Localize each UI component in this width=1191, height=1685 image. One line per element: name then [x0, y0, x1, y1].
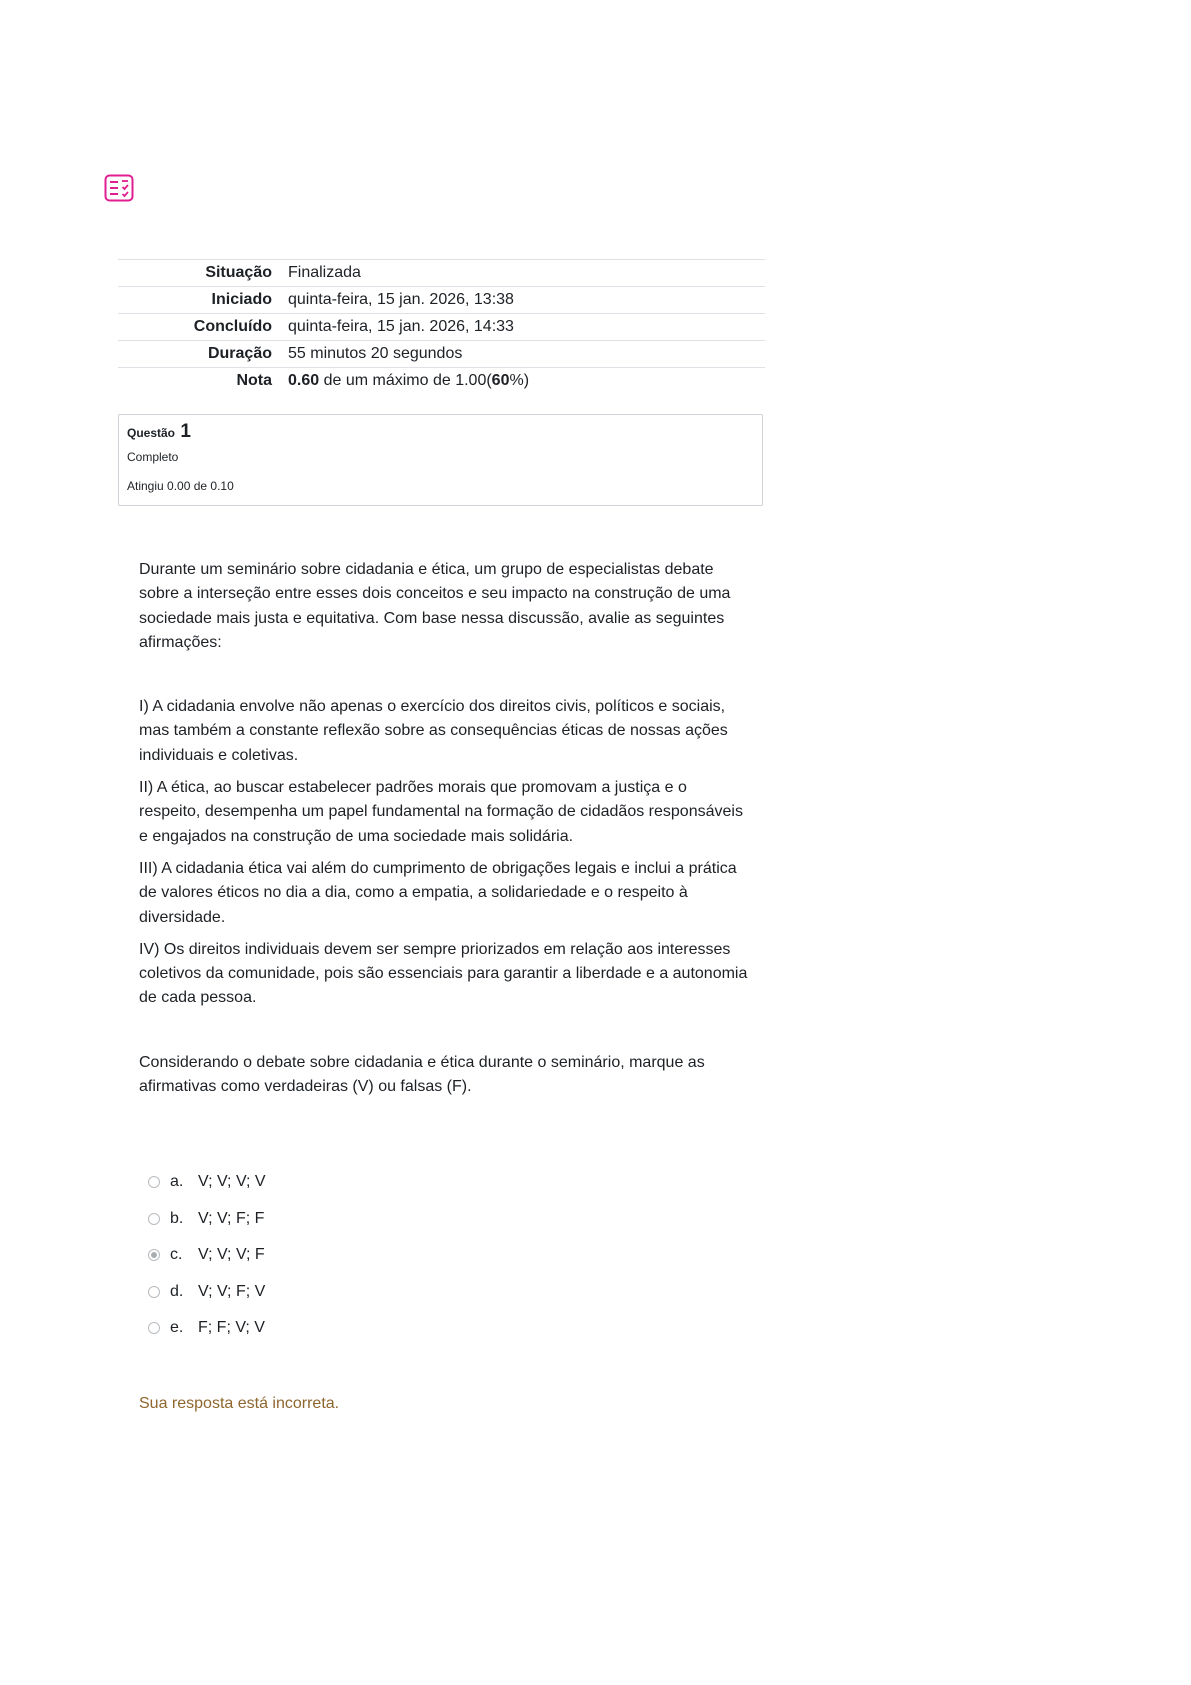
radio-button[interactable]	[148, 1286, 160, 1298]
option-text: F; F; V; V	[198, 1319, 265, 1337]
statement-2: II) A ética, ao buscar estabelecer padrões morais que promovam a justiça e o respeito, desempenha um papel fundamental na formação de cidadãos responsáveis e engajados na construção de uma sociedade mais solidária.	[139, 779, 743, 845]
summary-value: quinta-feira, 15 jan. 2026, 14:33	[288, 318, 514, 335]
attempt-summary-table	[118, 259, 765, 394]
question-text	[139, 558, 751, 1099]
question-intro: Durante um seminário sobre cidadania e ética, um grupo de especialistas debate sobre a interseção entre esses dois conceitos e seu impacto na construção de uma sociedade mais justa e equitativa. Com base nessa discussão, avalie as seguintes afirmações:	[139, 561, 731, 651]
option-letter: a.	[170, 1173, 184, 1191]
option-letter: e.	[170, 1319, 184, 1337]
radio-button[interactable]	[148, 1213, 160, 1225]
answer-options	[148, 1164, 266, 1347]
radio-button[interactable]	[148, 1176, 160, 1188]
option-text: V; V; V; V	[198, 1173, 266, 1191]
summary-row-nota	[118, 368, 765, 395]
summary-value: 55 minutos 20 segundos	[288, 345, 463, 362]
option-letter: d.	[170, 1282, 184, 1300]
quiz-list-icon	[104, 174, 134, 202]
summary-row-situacao	[118, 260, 765, 287]
question-prompt: Considerando o debate sobre cidadania e ética durante o seminário, marque as afirmativas como verdadeiras (V) ou falsas (F).	[139, 1053, 705, 1096]
option-letter: c.	[170, 1246, 183, 1264]
statement-1: I) A cidadania envolve não apenas o exercício dos direitos civis, políticos e sociais, mas também a constante reflexão sobre as consequências éticas de nossas ações individuais e coletivas.	[139, 698, 728, 764]
answer-option-c[interactable]	[148, 1237, 266, 1274]
radio-button[interactable]	[148, 1322, 160, 1334]
option-text: V; V; V; F	[198, 1246, 265, 1264]
answer-option-e[interactable]	[148, 1310, 266, 1347]
statement-4: IV) Os direitos individuais devem ser sempre priorizados em relação aos interesses coletivos da comunidade, pois são essenciais para garantir a liberdade e a autonomia de cada pessoa.	[139, 940, 748, 1007]
summary-row-duracao	[118, 341, 765, 368]
summary-row-concluido	[118, 314, 765, 341]
summary-label: Iniciado	[211, 291, 272, 308]
grade-max-text: de um máximo de 1.00(	[319, 372, 492, 389]
question-prefix: Questão	[127, 426, 176, 440]
question-state: Completo	[127, 450, 179, 464]
statement-3: III) A cidadania ética vai além do cumprimento de obrigações legais e inclui a prática de valores éticos no dia a dia, como a empatia, a solidariedade e o respeito à diversidade.	[139, 859, 737, 926]
answer-option-d[interactable]	[148, 1274, 266, 1311]
summary-label: Concluído	[193, 318, 272, 335]
grade-percent-suffix: %)	[509, 372, 530, 389]
summary-row-iniciado	[118, 287, 765, 314]
answer-option-a[interactable]	[148, 1164, 266, 1201]
grade-score: 0.60	[288, 372, 320, 389]
question-number-value: 1	[180, 421, 191, 442]
radio-button-selected[interactable]	[148, 1249, 160, 1261]
question-number	[127, 422, 754, 444]
summary-label: Situação	[205, 264, 272, 281]
answer-feedback: Sua resposta está incorreta.	[139, 1395, 340, 1412]
summary-label: Duração	[207, 345, 272, 362]
option-text: V; V; F; F	[198, 1209, 265, 1227]
grade-label: Nota	[236, 372, 272, 389]
question-info-box	[118, 414, 763, 506]
option-text: V; V; F; V	[198, 1282, 266, 1300]
grade-value	[288, 368, 765, 395]
answer-option-b[interactable]	[148, 1201, 266, 1238]
grade-percent: 60	[491, 372, 510, 389]
summary-value: Finalizada	[288, 264, 361, 281]
option-letter: b.	[170, 1209, 184, 1227]
question-grade: Atingiu 0.00 de 0.10	[127, 479, 234, 493]
summary-value: quinta-feira, 15 jan. 2026, 13:38	[288, 291, 514, 308]
